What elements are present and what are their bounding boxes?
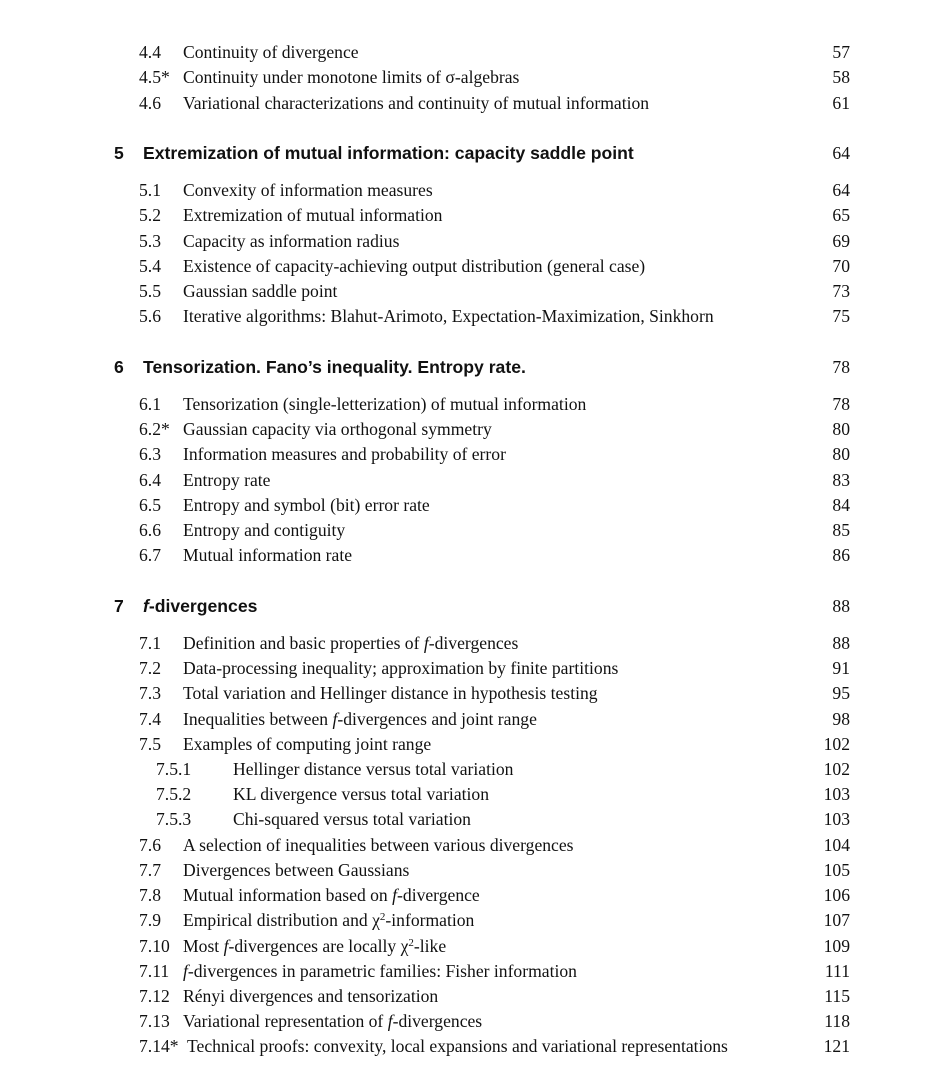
entry-number: 4.5* bbox=[139, 67, 170, 87]
toc-section-entry[interactable] bbox=[0, 959, 934, 983]
toc-section-entry[interactable] bbox=[0, 229, 934, 253]
toc-chapter-entry[interactable] bbox=[0, 141, 934, 165]
entry-number: 4.4 bbox=[139, 42, 161, 62]
toc-section-entry[interactable] bbox=[0, 883, 934, 907]
entry-page-number: 91 bbox=[832, 658, 850, 678]
entry-number: 7.7 bbox=[139, 860, 161, 880]
entry-page-number: 88 bbox=[832, 596, 850, 616]
toc-section-entry[interactable] bbox=[0, 203, 934, 227]
entry-number: 7.9 bbox=[139, 910, 161, 930]
entry-number: 5.6 bbox=[139, 306, 161, 326]
entry-title: Entropy rate bbox=[183, 470, 271, 490]
entry-title: f-divergences in parametric families: Fisher information bbox=[183, 961, 577, 981]
entry-number: 5.1 bbox=[139, 180, 161, 200]
entry-page-number: 64 bbox=[832, 180, 850, 200]
entry-number: 6.6 bbox=[139, 520, 161, 540]
toc-section-entry[interactable] bbox=[0, 442, 934, 466]
entry-title: Gaussian capacity via orthogonal symmetry bbox=[183, 419, 492, 439]
entry-number: 7.3 bbox=[139, 683, 161, 703]
entry-page-number: 58 bbox=[832, 67, 850, 87]
toc-section-entry[interactable] bbox=[0, 681, 934, 705]
entry-number: 7.8 bbox=[139, 885, 161, 905]
entry-page-number: 75 bbox=[832, 306, 850, 326]
toc-section-entry[interactable] bbox=[0, 1034, 934, 1058]
entry-title: Tensorization (single-letterization) of mutual information bbox=[183, 394, 587, 414]
toc-section-entry[interactable] bbox=[0, 934, 934, 958]
entry-page-number: 65 bbox=[832, 205, 850, 225]
entry-page-number: 80 bbox=[832, 444, 850, 464]
entry-number: 7.11 bbox=[139, 961, 170, 981]
toc-section-entry[interactable] bbox=[0, 40, 934, 64]
entry-page-number: 111 bbox=[824, 961, 850, 981]
entry-number: 5 bbox=[114, 143, 124, 163]
toc-section-entry[interactable] bbox=[0, 518, 934, 542]
entry-title: Convexity of information measures bbox=[183, 180, 433, 200]
entry-title: Empirical distribution and $\chi^2$-information bbox=[183, 910, 475, 930]
entry-title: Extremization of mutual information bbox=[183, 205, 443, 225]
entry-page-number: 103 bbox=[823, 784, 850, 804]
toc-section-entry[interactable] bbox=[0, 807, 934, 831]
entry-number: 7.14* bbox=[139, 1036, 179, 1056]
entry-title: Capacity as information radius bbox=[183, 231, 400, 251]
entry-page-number: 70 bbox=[832, 256, 850, 276]
entry-page-number: 78 bbox=[832, 357, 850, 377]
entry-page-number: 118 bbox=[824, 1011, 850, 1031]
entry-title: Continuity of divergence bbox=[183, 42, 359, 62]
entry-number: 6.5 bbox=[139, 495, 161, 515]
entry-number: 6.4 bbox=[139, 470, 161, 490]
entry-page-number: 73 bbox=[832, 281, 850, 301]
toc-section-entry[interactable] bbox=[0, 91, 934, 115]
entry-title: Technical proofs: convexity, local expansions and variational representations bbox=[187, 1036, 728, 1056]
entry-title: A selection of inequalities between various divergences bbox=[183, 835, 574, 855]
entry-title: Tensorization. Fano’s inequality. Entropy rate. bbox=[143, 357, 526, 377]
toc-section-entry[interactable] bbox=[0, 707, 934, 731]
toc-section-entry[interactable] bbox=[0, 984, 934, 1008]
entry-number: 7.10 bbox=[139, 936, 170, 956]
entry-number: 7.5.1 bbox=[156, 759, 192, 779]
entry-page-number: 84 bbox=[832, 495, 850, 515]
entry-title: Most f-divergences are locally $\chi^2$-like bbox=[183, 936, 447, 956]
entry-number: 7.1 bbox=[139, 633, 161, 653]
entry-page-number: 102 bbox=[823, 759, 850, 779]
entry-title: Gaussian saddle point bbox=[183, 281, 338, 301]
entry-number: 5.5 bbox=[139, 281, 161, 301]
entry-page-number: 115 bbox=[824, 986, 850, 1006]
toc-section-entry[interactable] bbox=[0, 493, 934, 517]
toc-section-entry[interactable] bbox=[0, 543, 934, 567]
entry-page-number: 80 bbox=[832, 419, 850, 439]
toc-section-entry[interactable] bbox=[0, 833, 934, 857]
toc-chapter-entry[interactable] bbox=[0, 594, 934, 618]
entry-title: Definition and basic properties of f-divergences bbox=[183, 633, 519, 653]
toc-section-entry[interactable] bbox=[0, 732, 934, 756]
toc-section-entry[interactable] bbox=[0, 304, 934, 328]
entry-title: Inequalities between f-divergences and joint range bbox=[183, 709, 537, 729]
toc-section-entry[interactable] bbox=[0, 1009, 934, 1033]
toc-section-entry[interactable] bbox=[0, 279, 934, 303]
entry-page-number: 69 bbox=[832, 231, 850, 251]
toc-section-entry[interactable] bbox=[0, 782, 934, 806]
entry-number: 7.5.2 bbox=[156, 784, 192, 804]
toc-section-entry[interactable] bbox=[0, 468, 934, 492]
entry-number: 7.5.3 bbox=[156, 809, 192, 829]
entry-title: Divergences between Gaussians bbox=[183, 860, 410, 880]
entry-page-number: 86 bbox=[832, 545, 850, 565]
entry-title: Information measures and probability of error bbox=[183, 444, 506, 464]
toc-chapter-entry[interactable] bbox=[0, 355, 934, 379]
entry-title: Extremization of mutual information: capacity saddle point bbox=[143, 143, 634, 163]
entry-page-number: 109 bbox=[823, 936, 850, 956]
entry-number: 5.4 bbox=[139, 256, 161, 276]
entry-number: 5.2 bbox=[139, 205, 161, 225]
toc-section-entry[interactable] bbox=[0, 392, 934, 416]
entry-page-number: 98 bbox=[832, 709, 850, 729]
entry-title: Hellinger distance versus total variation bbox=[233, 759, 514, 779]
entry-number: 5.3 bbox=[139, 231, 161, 251]
entry-title: Mutual information based on f-divergence bbox=[183, 885, 480, 905]
entry-number: 6 bbox=[114, 357, 124, 377]
entry-number: 6.3 bbox=[139, 444, 161, 464]
entry-number: 7.13 bbox=[139, 1011, 170, 1031]
entry-title: Mutual information rate bbox=[183, 545, 353, 565]
entry-number: 6.1 bbox=[139, 394, 161, 414]
entry-page-number: 57 bbox=[832, 42, 850, 62]
entry-number: 7.2 bbox=[139, 658, 161, 678]
entry-title: Existence of capacity-achieving output distribution (general case) bbox=[183, 256, 646, 276]
entry-number: 7.5 bbox=[139, 734, 161, 754]
toc-section-entry[interactable] bbox=[0, 417, 934, 441]
entry-number: 4.6 bbox=[139, 93, 161, 113]
toc-section-entry[interactable] bbox=[0, 757, 934, 781]
entry-page-number: 105 bbox=[823, 860, 850, 880]
entry-title: Continuity under monotone limits of σ-algebras bbox=[183, 67, 520, 87]
entry-title: Examples of computing joint range bbox=[183, 734, 432, 754]
entry-number: 7.4 bbox=[139, 709, 161, 729]
entry-title: Entropy and contiguity bbox=[183, 520, 346, 540]
entry-title: Data-processing inequality; approximation by finite partitions bbox=[183, 658, 619, 678]
entry-page-number: 78 bbox=[832, 394, 850, 414]
entry-number: 7.12 bbox=[139, 986, 170, 1006]
toc-section-entry[interactable] bbox=[0, 656, 934, 680]
entry-title: Variational representation of f-divergences bbox=[183, 1011, 483, 1031]
toc-section-entry[interactable] bbox=[0, 858, 934, 882]
entry-page-number: 106 bbox=[823, 885, 850, 905]
entry-page-number: 103 bbox=[823, 809, 850, 829]
entry-title: Iterative algorithms: Blahut-Arimoto, Expectation-Maximization, Sinkhorn bbox=[183, 306, 714, 326]
entry-page-number: 83 bbox=[832, 470, 850, 490]
entry-page-number: 107 bbox=[823, 910, 850, 930]
entry-number: 7.6 bbox=[139, 835, 161, 855]
entry-number: 7 bbox=[114, 596, 124, 616]
entry-title: Chi-squared versus total variation bbox=[233, 809, 471, 829]
entry-page-number: 61 bbox=[832, 93, 850, 113]
toc-section-entry[interactable] bbox=[0, 908, 934, 932]
toc-section-entry[interactable] bbox=[0, 254, 934, 278]
entry-number: 6.7 bbox=[139, 545, 161, 565]
entry-page-number: 88 bbox=[832, 633, 850, 653]
entry-title: Total variation and Hellinger distance in hypothesis testing bbox=[183, 683, 598, 703]
entry-number: 6.2* bbox=[139, 419, 170, 439]
entry-title: Entropy and symbol (bit) error rate bbox=[183, 495, 430, 515]
toc-section-entry[interactable] bbox=[0, 65, 934, 89]
entry-title: KL divergence versus total variation bbox=[233, 784, 490, 804]
entry-page-number: 64 bbox=[832, 143, 850, 163]
toc-section-entry[interactable] bbox=[0, 631, 934, 655]
toc-section-entry[interactable] bbox=[0, 178, 934, 202]
entry-page-number: 121 bbox=[823, 1036, 850, 1056]
entry-page-number: 85 bbox=[832, 520, 850, 540]
entry-page-number: 104 bbox=[823, 835, 850, 855]
entry-page-number: 95 bbox=[832, 683, 850, 703]
entry-title: f-divergences bbox=[143, 596, 258, 616]
entry-page-number: 102 bbox=[823, 734, 850, 754]
entry-title: Rényi divergences and tensorization bbox=[183, 986, 439, 1006]
entry-title: Variational characterizations and continuity of mutual information bbox=[183, 93, 650, 113]
